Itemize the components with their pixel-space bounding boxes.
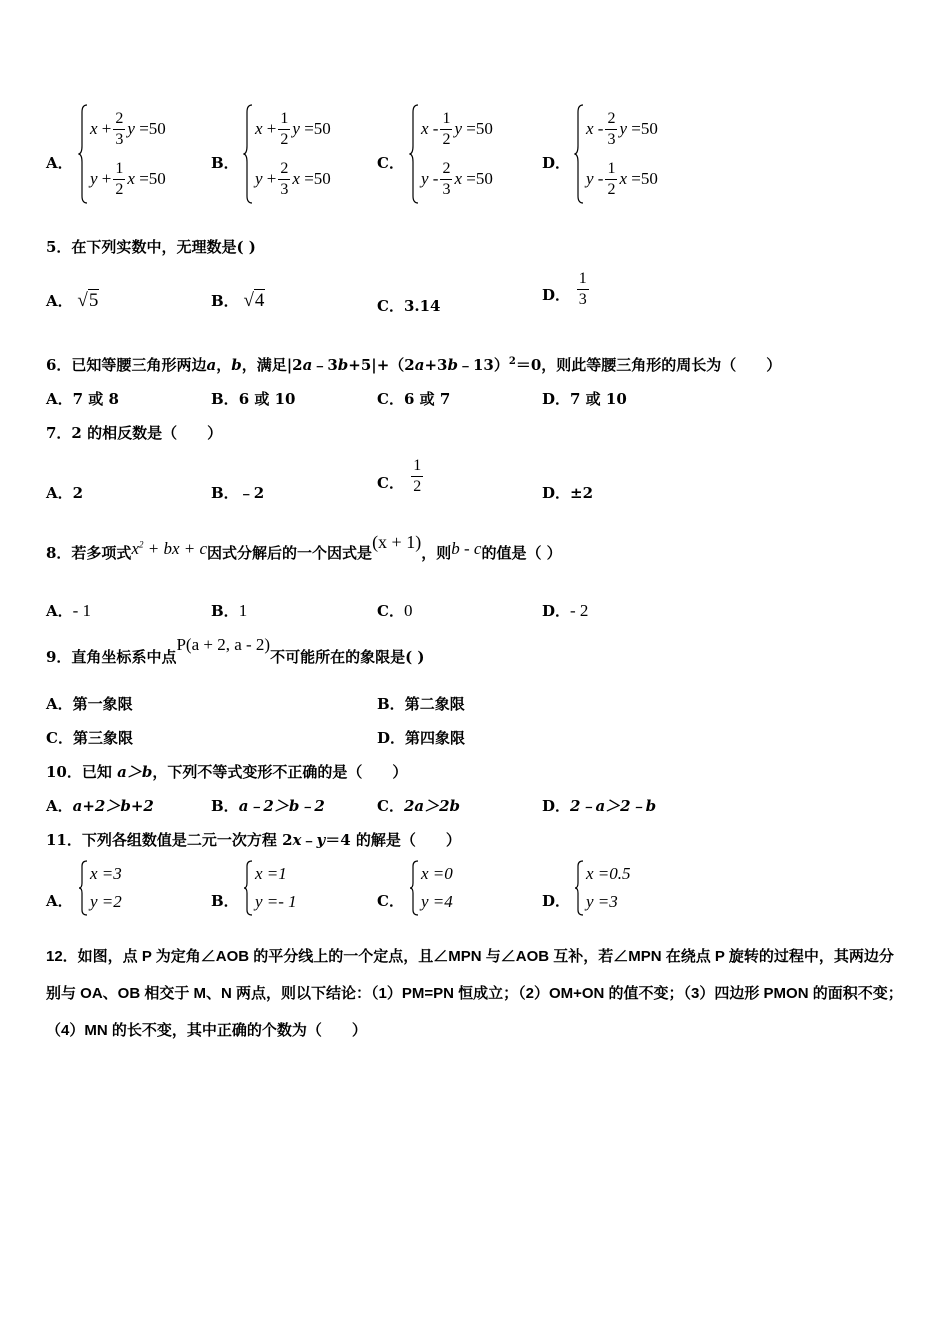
q9-option-d[interactable]: D．第四象限 [377, 729, 466, 747]
equation-1: x - $\frac{1}{2}$ y =50 [421, 109, 493, 148]
equation-1: x =1 [255, 864, 287, 883]
equation-1: x =0.5 [586, 864, 631, 883]
q7-option-a[interactable]: A．2 [46, 484, 84, 502]
equation-2: y + $\frac{2}{3}$ x =50 [255, 159, 331, 198]
equation-1: x + $\frac{2}{3}$ y =50 [90, 109, 166, 148]
q4-option-b[interactable] [211, 100, 331, 200]
q6-option-c[interactable]: C．6 或 7 [377, 390, 451, 408]
q4-option-c[interactable] [377, 100, 493, 200]
equation-1: x =3 [90, 864, 122, 883]
q10-option-c[interactable]: C．2a＞2b [377, 797, 461, 815]
q5-option-d[interactable] [542, 270, 591, 309]
option-label: B． [211, 292, 239, 310]
option-label: A． [46, 154, 73, 172]
option-label: D． [542, 892, 571, 910]
q11-option-b[interactable] [211, 860, 297, 916]
equation-2: y =4 [421, 892, 453, 911]
q8-option-b[interactable]: B．1 [211, 601, 248, 620]
fraction: $\frac{1}{2}$ [413, 457, 422, 495]
q10-option-d[interactable]: D．2﹣a＞2﹣b [542, 797, 657, 815]
q11-option-d[interactable] [542, 860, 631, 916]
q5-option-a[interactable] [46, 290, 99, 312]
fraction: $\frac{1}{3}$ [578, 270, 587, 308]
q5-stem: 5．在下列实数中，无理数是( ) [46, 238, 256, 256]
option-label: C． [377, 154, 404, 172]
q5-option-c[interactable] [377, 295, 441, 316]
q4-option-a[interactable] [46, 100, 166, 200]
equation-system [243, 104, 331, 204]
q10-stem: 10．已知 a＞b，下列不等式变形不正确的是（ ） [46, 763, 408, 781]
equation-system [78, 104, 166, 204]
q9-stem: 9．直角坐标系中点P(a + 2, a - 2)不可能所在的象限是( ) [46, 635, 425, 666]
q11-stem: 11．下列各组数值是二元一次方程 2x﹣y＝4 的解是（ ） [46, 831, 461, 849]
equation-system [574, 860, 631, 916]
q9-option-c[interactable]: C．第三象限 [46, 729, 133, 747]
q10-option-b[interactable]: B．a﹣2＞b﹣2 [211, 797, 325, 815]
equation-2: y - $\frac{1}{2}$ x =50 [586, 159, 658, 198]
brace-icon [243, 860, 253, 916]
brace-icon [243, 104, 253, 204]
q6-stem: 6．已知等腰三角形两边a，b，满足|2a﹣3b+5|+（2a+3b﹣13）$^2$＝0，则此等腰三角形的周长为（ ） [46, 356, 782, 374]
option-label: C． [377, 473, 404, 492]
option-label: B． [211, 154, 239, 172]
equation-2: y =- 1 [255, 892, 297, 911]
q4-option-d[interactable] [542, 100, 658, 200]
q8-option-d[interactable]: D．- 2 [542, 601, 589, 620]
q7-option-d[interactable]: D．±2 [542, 484, 594, 502]
option-label: A． [46, 892, 73, 910]
sqrt-expression: √4 [243, 290, 265, 311]
equation-2: y =2 [90, 892, 122, 911]
q11-option-c[interactable] [377, 860, 453, 916]
q7-option-b[interactable]: B．﹣2 [211, 484, 265, 502]
equation-1: x + $\frac{1}{2}$ y =50 [255, 109, 331, 148]
equation-1: x - $\frac{2}{3}$ y =50 [586, 109, 658, 148]
q8-stem: 8．若多项式$x^2$ + bx + c因式分解后的一个因式是(x + 1)，则b - c的值是（ ） [46, 532, 562, 562]
q11-option-a[interactable] [46, 860, 122, 916]
equation-system [78, 860, 122, 916]
equation-2: y - $\frac{2}{3}$ x =50 [421, 159, 493, 198]
q8-option-a[interactable]: A．- 1 [46, 601, 92, 620]
option-label: C． [377, 297, 404, 315]
option-label: B． [211, 892, 239, 910]
brace-icon [574, 860, 584, 916]
equation-2: y =3 [586, 892, 618, 911]
brace-icon [78, 104, 88, 204]
option-label: A． [46, 292, 73, 310]
q9-option-a[interactable]: A．第一象限 [46, 695, 133, 713]
option-label: D． [542, 285, 571, 304]
equation-system [574, 104, 658, 204]
q10-option-a[interactable]: A．a+2＞b+2 [46, 797, 154, 815]
q6-option-d[interactable]: D．7 或 10 [542, 390, 627, 408]
brace-icon [409, 860, 419, 916]
equation-system [409, 104, 493, 204]
equation-1: x =0 [421, 864, 453, 883]
equation-system [243, 860, 297, 916]
equation-system [409, 860, 453, 916]
option-label: C． [377, 892, 404, 910]
brace-icon [409, 104, 419, 204]
option-label: D． [542, 154, 571, 172]
brace-icon [574, 104, 584, 204]
q6-option-a[interactable]: A．7 或 8 [46, 390, 119, 408]
q6-option-b[interactable]: B．6 或 10 [211, 390, 296, 408]
brace-icon [78, 860, 88, 916]
q8-option-c[interactable]: C．0 [377, 601, 413, 620]
q4-options [46, 100, 906, 210]
option-value: 3.14 [403, 297, 441, 315]
equation-2: y + $\frac{1}{2}$ x =50 [90, 159, 166, 198]
q12-stem: 12．如图，点 P 为定角∠AOB 的平分线上的一个定点，且∠MPN 与∠AOB 互补，若∠MPN 在绕点 P 旋转的过程中，其两边分别与 OA、OB 相交于 M、N 两点，则以下结论：（1）PM=PN 恒成立；（2）OM+ON 的值不变；（3）四边形 PMON 的面积不变；（4）MN 的长不变，其中正确的个数为（ ） [46, 948, 903, 1039]
q7-option-c[interactable] [377, 457, 425, 496]
q9-option-b[interactable]: B．第二象限 [377, 695, 465, 713]
sqrt-expression: √5 [77, 290, 99, 311]
q7-stem: 7．2 的相反数是（ ） [46, 424, 223, 442]
q5-option-b[interactable] [211, 290, 265, 312]
